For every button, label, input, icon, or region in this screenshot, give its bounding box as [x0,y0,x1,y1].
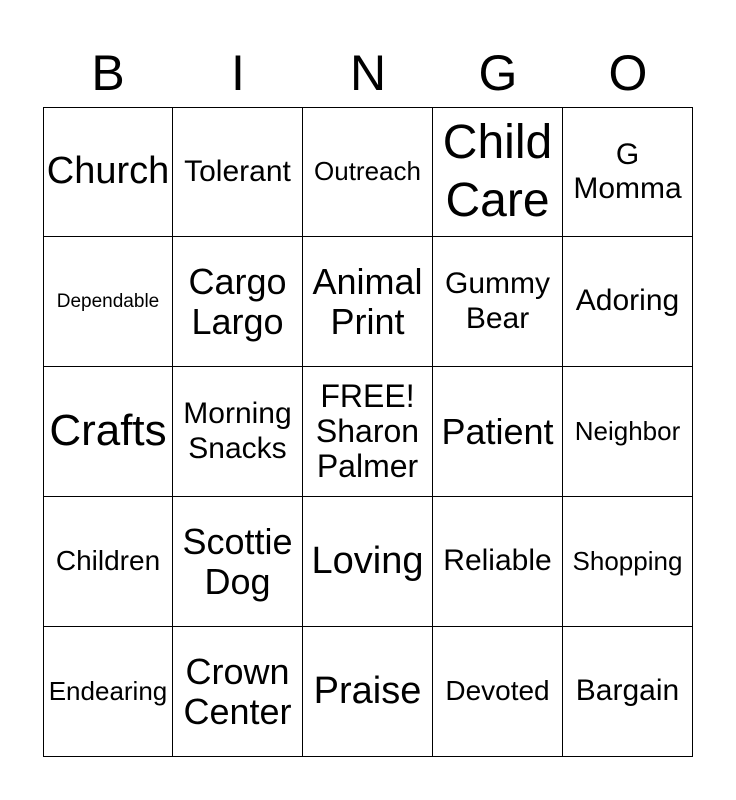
header-letter-o: O [608,45,648,101]
header-letter-b: B [91,45,125,101]
cell-label: Children [55,545,161,577]
cell-label: G Momma [573,137,682,205]
cell-label: Crafts [49,406,167,456]
cell-label: Loving [311,539,424,582]
cell-label: Church [46,150,170,193]
bingo-cell-r5-c1[interactable] [43,627,173,757]
header-letter-i: I [231,45,245,101]
bingo-cell-r5-c4[interactable] [433,627,563,757]
bingo-cell-r2-c4[interactable] [433,237,563,367]
cell-label: Bargain [575,674,680,708]
bingo-cell-r5-c5[interactable] [563,627,693,757]
bingo-cell-r4-c5[interactable] [563,497,693,627]
header-letter-n: N [349,45,387,101]
cell-label: Endearing [48,675,168,706]
bingo-cell-r4-c2[interactable] [173,497,303,627]
free-space-label: FREE! Sharon Palmer [315,377,420,485]
bingo-cell-r4-c1[interactable] [43,497,173,627]
cell-label: Crown Center [183,650,292,732]
bingo-cell-r5-c2[interactable] [173,627,303,757]
bingo-cell-r3-c1[interactable] [43,367,173,497]
cell-label: Scottie Dog [182,520,293,602]
bingo-cell-r1-c4[interactable] [433,107,563,237]
bingo-cell-r3-c5[interactable] [563,367,693,497]
cell-label: Dependable [56,290,160,312]
bingo-header [43,38,693,108]
cell-label: Praise [313,669,422,712]
bingo-cell-r4-c3[interactable] [303,497,433,627]
bingo-cell-r5-c3[interactable] [303,627,433,757]
cell-label: Shopping [572,545,683,576]
cell-label: Adoring [575,284,680,318]
cell-label: Devoted [445,675,550,707]
bingo-cell-r1-c2[interactable] [173,107,303,237]
bingo-cell-r2-c2[interactable] [173,237,303,367]
cell-label: Reliable [443,544,552,578]
header-letter-g: G [478,45,518,101]
bingo-cell-r1-c5[interactable] [563,107,693,237]
cell-label: Patient [441,410,554,452]
cell-label: Neighbor [574,415,681,446]
bingo-board [43,107,693,757]
bingo-cell-r1-c3[interactable] [303,107,433,237]
bingo-cell-r1-c1[interactable] [43,107,173,237]
cell-label: Cargo Largo [188,260,287,342]
cell-label: Outreach [314,156,421,187]
cell-label: Child Care [442,116,553,227]
bingo-cell-r2-c1[interactable] [43,237,173,367]
bingo-cell-r3-c2[interactable] [173,367,303,497]
bingo-cell-r2-c5[interactable] [563,237,693,367]
bingo-cell-r4-c4[interactable] [433,497,563,627]
cell-label: Gummy Bear [445,267,550,335]
bingo-cell-r2-c3[interactable] [303,237,433,367]
bingo-cell-r3-c4[interactable] [433,367,563,497]
cell-label: Animal Print [312,260,423,342]
cell-label: Morning Snacks [183,397,292,465]
cell-label: Tolerant [184,154,291,188]
bingo-cell-r3-c3-free[interactable] [303,367,433,497]
